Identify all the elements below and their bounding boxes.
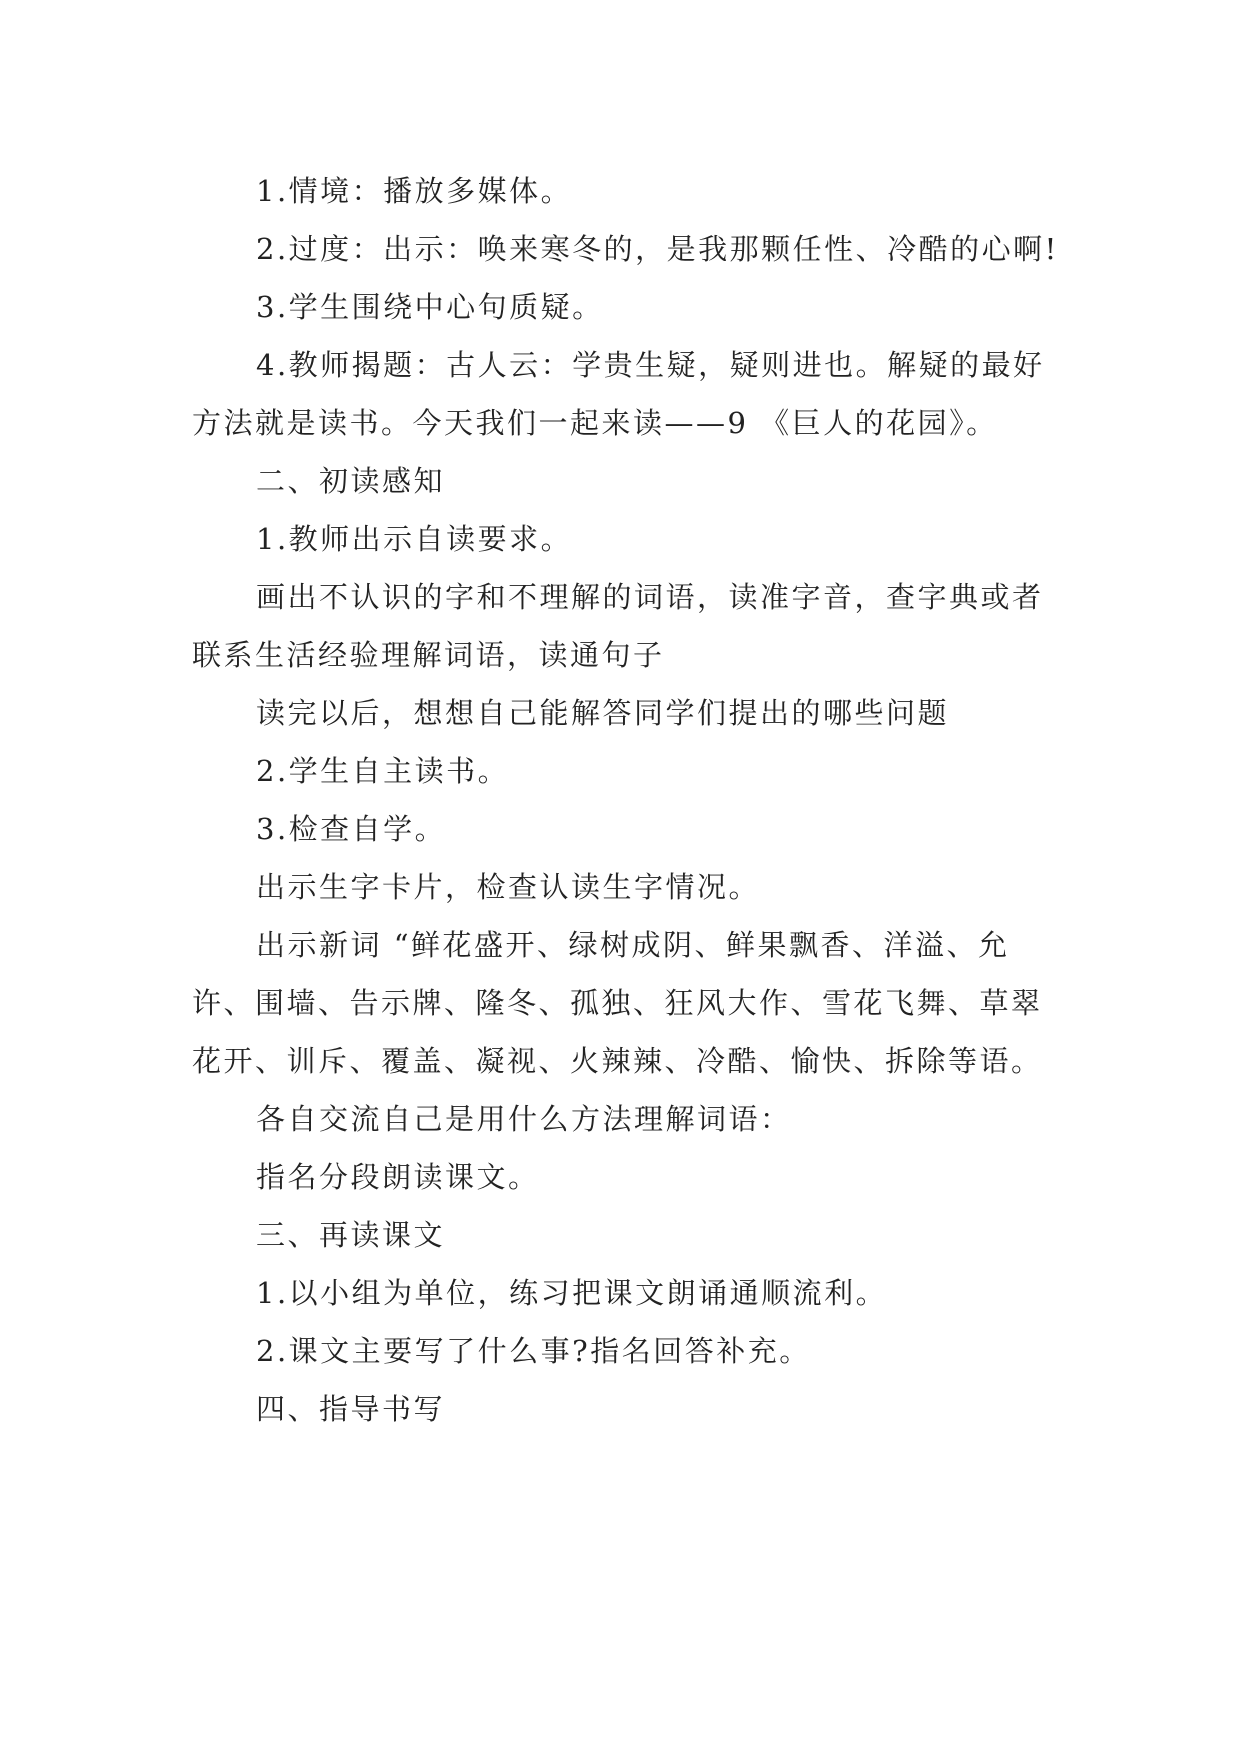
paragraph-12: 各自交流自己是用什么方法理解词语： [256,1102,792,1136]
paragraph-11: 出示新词 “鲜花盛开、绿树成阴、鲜果飘香、洋溢、允许、围墙、告示牌、隆冬、孤独、狂风大作、雪花飞舞、草翠花开、训斥、覆盖、凝视、火辣辣、冷酷、愉快、拆除等语。 [192,928,1043,1078]
document-body [192,162,1062,1438]
paragraph-9: 3.检查自学。 [256,812,447,846]
paragraph-14: 1.以小组为单位，练习把课文朗诵通顺流利。 [256,1276,888,1310]
paragraph-4: 4.教师揭题：古人云：学贵生疑，疑则进也。解疑的最好方法就是读书。今天我们一起来读——9 《巨人的花园》。 [192,348,1045,440]
section-heading-3: 三、再读课文 [256,1218,446,1252]
paragraph-5: 1.教师出示自读要求。 [256,522,573,556]
paragraph-7: 读完以后，想想自己能解答同学们提出的哪些问题 [256,696,950,730]
paragraph-15: 2.课文主要写了什么事?指名回答补充。 [256,1334,811,1368]
paragraph-6: 画出不认识的字和不理解的词语，读准字音，查字典或者联系生活经验理解词语，读通句子 [192,580,1044,672]
paragraph-1: 1.情境：播放多媒体。 [256,174,573,208]
paragraph-10: 出示生字卡片，检查认读生字情况。 [256,870,761,904]
section-heading-2: 二、初读感知 [256,464,446,498]
section-heading-4: 四、指导书写 [256,1392,446,1426]
paragraph-8: 2.学生自主读书。 [256,754,510,788]
paragraph-13: 指名分段朗读课文。 [256,1160,540,1194]
paragraph-3: 3.学生围绕中心句质疑。 [256,290,604,324]
paragraph-2: 2.过度：出示：唤来寒冬的，是我那颗任性、冷酷的心啊! [256,232,1059,266]
